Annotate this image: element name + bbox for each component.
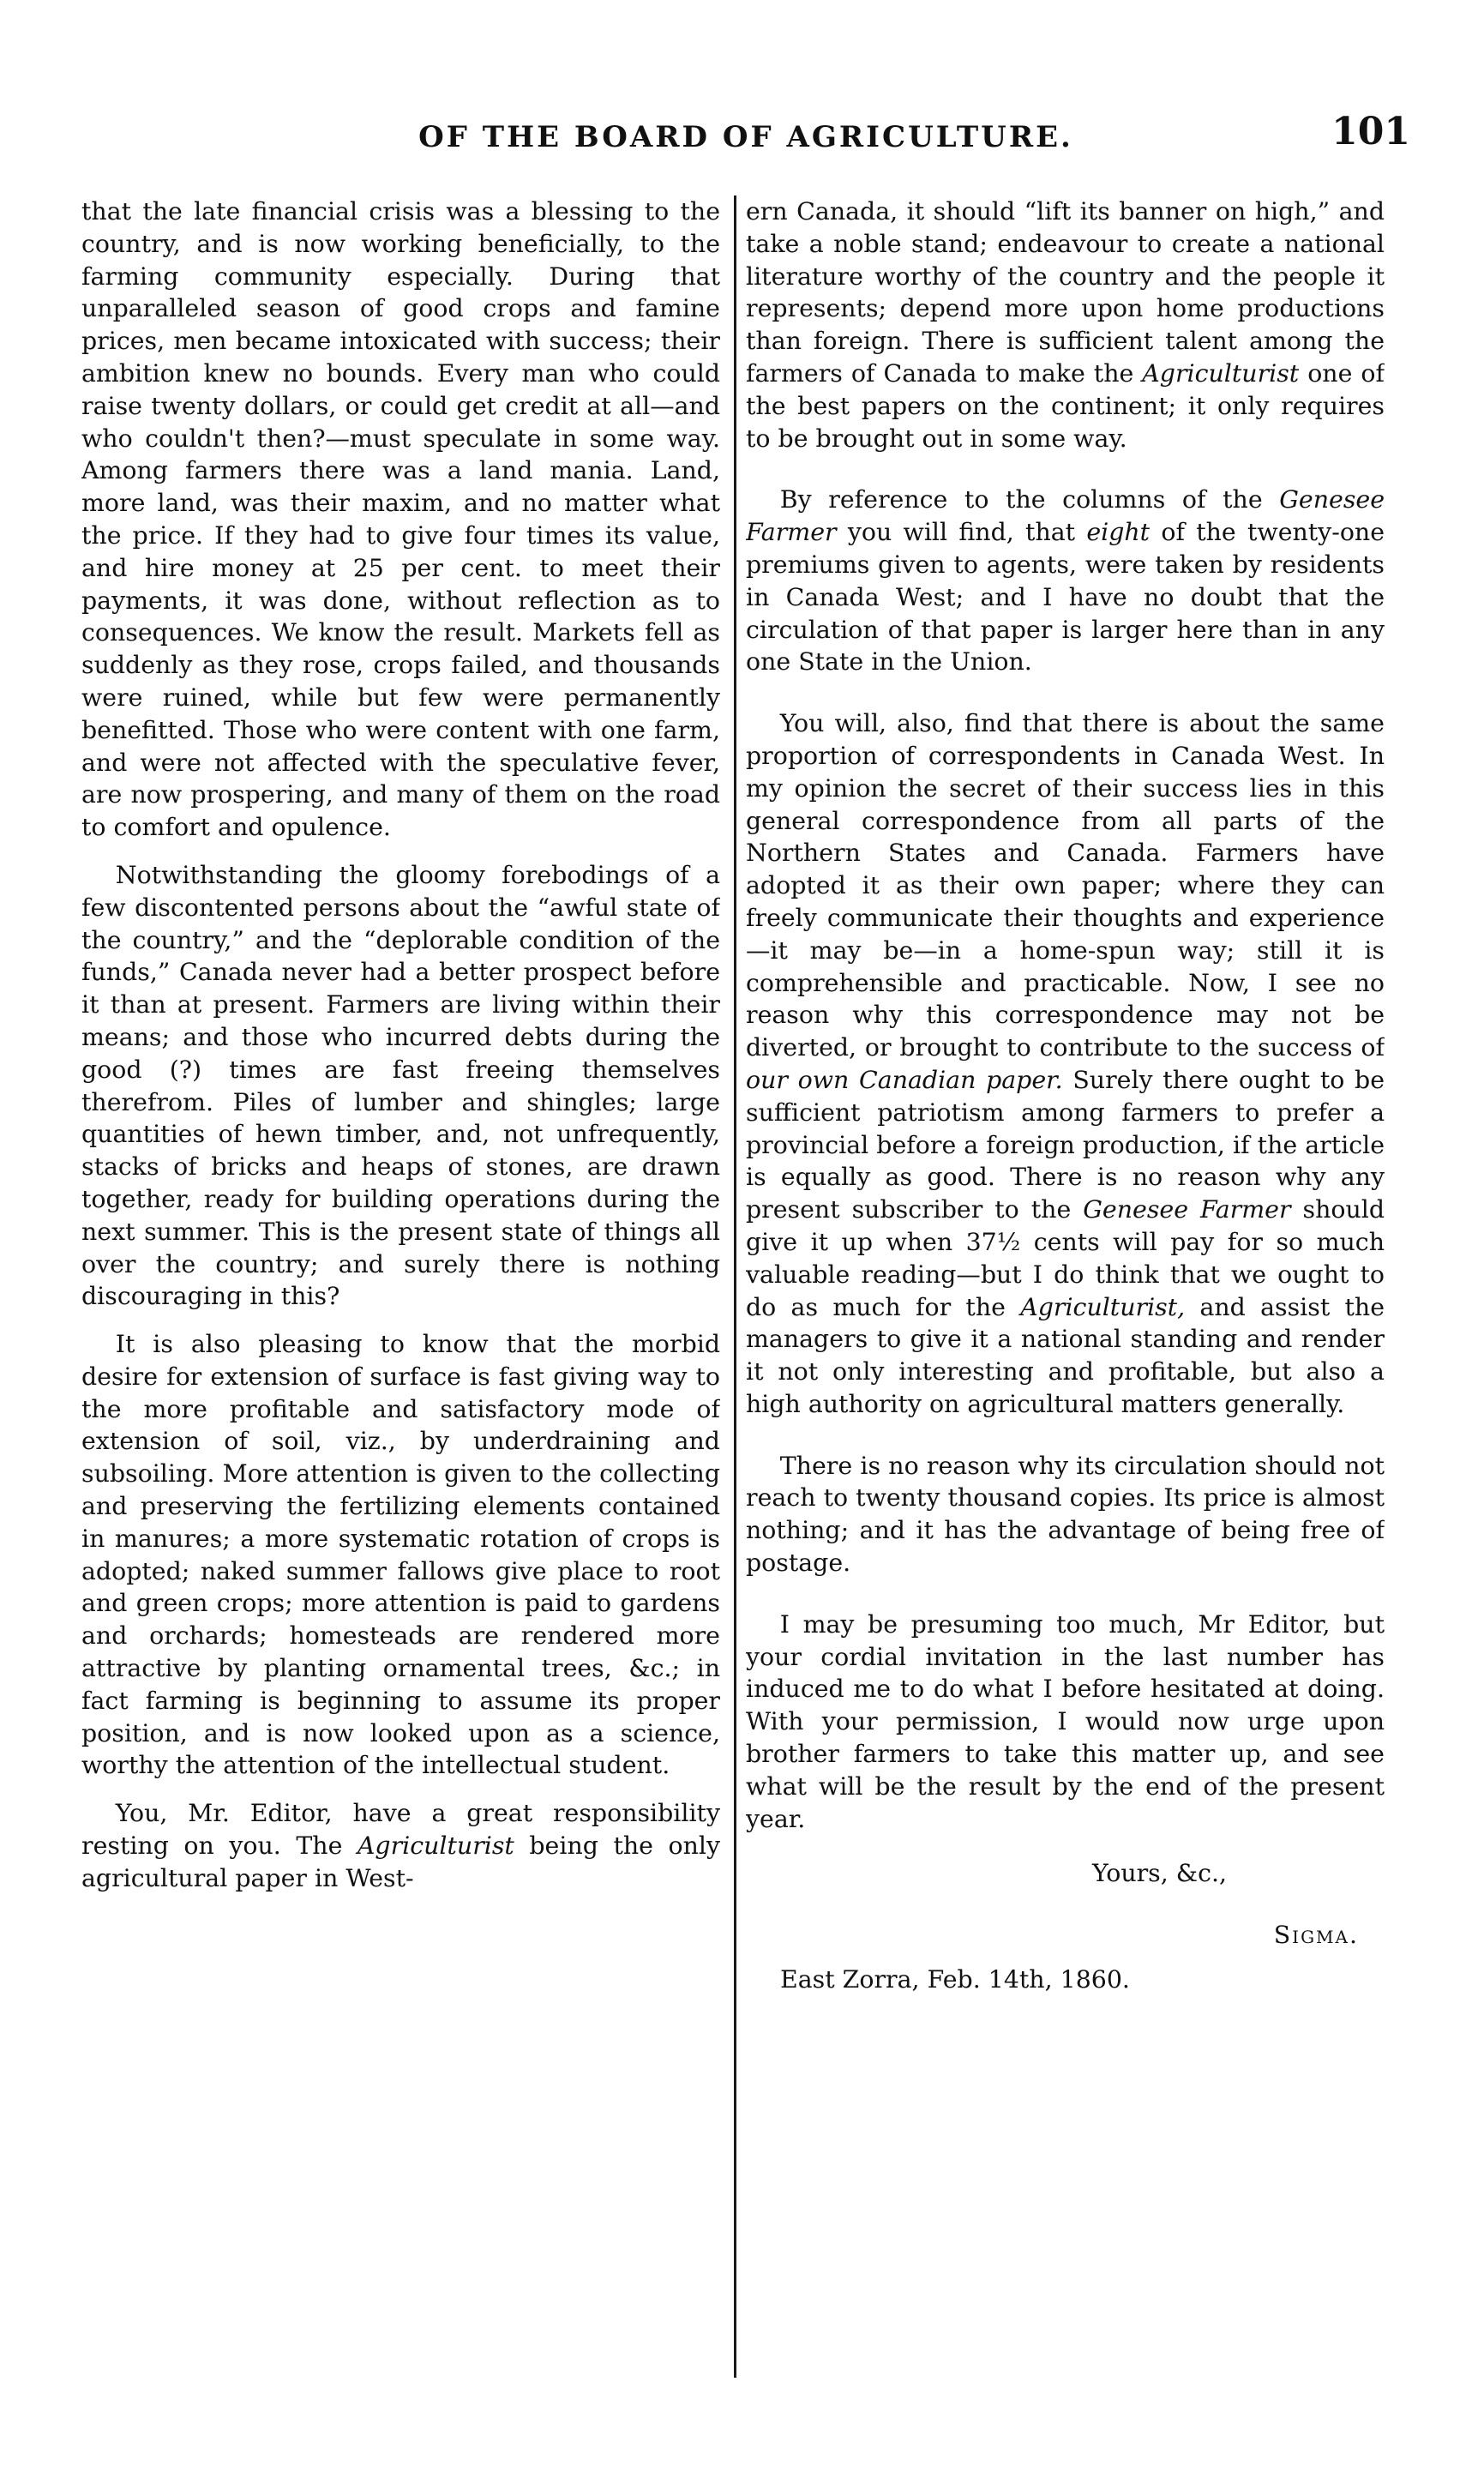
text-run: Surely there ought to be sufficient patriotism among farmers to prefer a provincial before a foreign production, if the article is equally as good. There is no reason why any present subscriber to the	[746, 1065, 1385, 1224]
paragraph	[746, 195, 1385, 454]
italic-text: Genesee Farmer	[1083, 1195, 1291, 1224]
italic-text: eight	[1086, 518, 1151, 547]
text-run: By reference to the columns of the	[779, 485, 1280, 514]
paragraph: Notwithstanding the gloomy forebodings of a few discontented persons about the “awful state of the country,” and the “deplorable condition of the funds,” Canada never had a better prospect before it than at present. Farmers are living within their means; and those who incurred debts during the good (?) times are fast freeing themselves therefrom. Piles of lumber and shingles; large quantities of hewn timber, and, not unfrequently, stacks of bricks and heaps of stones, are drawn together, ready for building operations during the next summer. This is the present state of things all over the country; and surely there is nothing discouraging in this?	[81, 860, 720, 1311]
running-title: OF THE BOARD OF AGRICULTURE.	[418, 120, 1073, 154]
signature: Sigma.	[1273, 1921, 1359, 1950]
text-run: being the only agricultural paper in West-	[81, 1831, 720, 1892]
page-number: 101	[1331, 110, 1410, 153]
complimentary-close: Yours, &c.,	[1091, 1859, 1228, 1888]
paragraph	[746, 484, 1385, 678]
letter-closing	[746, 1857, 1385, 1995]
column-divider	[734, 195, 736, 2378]
text-run: should give it up when 37½ cents will pay for so much valuable reading—but I do think that we ought to do as much for the	[746, 1195, 1385, 1321]
page-header	[81, 110, 1410, 171]
paragraph: There is no reason why its circulation should not reach to twenty thousand copies. Its price is almost nothing; and it has the advantage of being free of postage.	[746, 1451, 1385, 1578]
text-run: You, Mr. Editor, have a great responsibility resting on you. The	[81, 1799, 720, 1861]
italic-text: Agriculturist,	[1020, 1292, 1186, 1321]
paragraph: It is also pleasing to know that the morbid desire for extension of surface is fast giving way to the more profitable and satisfactory mode of extension of soil, viz., by underdraining and subsoiling. More attention is given to the collecting and preserving the fertilizing elements contained in manures; a more systematic rotation of crops is adopted; naked summer fallows give place to root and green crops; more attention is paid to gardens and orchards; homesteads are rendered more attractive by planting ornamental trees, &c.; in fact farming is beginning to assume its proper position, and is now looked upon as a science, worthy the attention of the intellectual student.	[81, 1330, 720, 1780]
paragraph: that the late financial crisis was a blessing to the country, and is now working beneficially, to the farming community especially. During that unparalleled season of good crops and famine prices, men became intoxicated with success; their ambition knew no bounds. Every man who could raise twenty dollars, or could get credit at all—and who couldn't then?—must speculate in some way. Among farmers there was a land mania. Land, more land, was their maxim, and no matter what the price. If they had to give four times its value, and hire money at 25 per cent. to meet their payments, it was done, without reflection as to consequences. We know the result. Markets fell as suddenly as they rose, crops failed, and thousands were ruined, while but few were permanently benefitted. Those who were content with one farm, and were not affected with the speculative fever, are now prospering, and many of them on the road to comfort and opulence.	[81, 197, 720, 842]
italic-text: our own Canadian paper.	[746, 1065, 1063, 1094]
paragraph	[746, 707, 1385, 1421]
right-column	[746, 195, 1385, 2391]
paragraph: I may be presuming too much, Mr Editor, but your cordial invitation in the last number has induced me to do what I before hesitated at doing. With your permission, I would now urge upon brother farmers to take this matter up, and see what will be the result by the end of the present year.	[746, 1609, 1385, 1833]
text-run: You will, also, find that there is about the same proportion of correspondents in Canada West. In my opinion the secret of their success lies in this general correspondence from all parts of the Northern States and Canada. Farmers have adopted it as their own paper; where they can freely communicate their thoughts and experience—it may be—in a home-spun way; still it is comprehensible and practicable. Now, I see no reason why this correspondence may not be diverted, or brought to contribute to the success of	[746, 709, 1385, 1062]
dateline: East Zorra, Feb. 14th, 1860.	[780, 1965, 1130, 1994]
italic-text: Agriculturist	[357, 1831, 514, 1861]
text-run: and assist the managers to give it a national standing and render it not only interesting and profitable, but also a high authority on agricultural matters generally.	[746, 1292, 1385, 1418]
paragraph	[81, 1797, 720, 1894]
left-column	[81, 195, 720, 2391]
text-run: you will find, that	[836, 518, 1087, 547]
text-run: ern Canada, it should “lift its banner on high,” and take a noble stand; endeavour to create a national literature worthy of the country and the people it represents; depend more upon home productions than foreign. There is sufficient talent among the farmers of Canada to make the	[746, 197, 1385, 388]
italic-text: Genesee Farmer	[746, 485, 1385, 547]
text-run: of the twenty-one premiums given to agents, were taken by residents in Canada West; and I have no doubt that the circulation of that paper is larger here than in any one State in the Union.	[746, 518, 1385, 677]
text-run: one of the best papers on the continent; it only requires to be brought out in some way.	[746, 358, 1385, 453]
italic-text: Agriculturist	[1142, 358, 1300, 388]
